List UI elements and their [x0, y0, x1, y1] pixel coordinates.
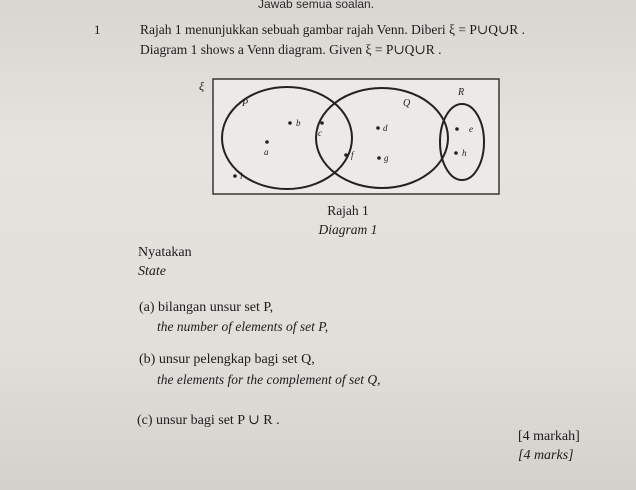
instruction-english: State — [138, 264, 166, 279]
marks-english: [4 marks] — [518, 448, 574, 463]
element-f-label: f — [351, 150, 354, 160]
question-text-malay: Rajah 1 menunjukkan sebuah gambar rajah Venn. Diberi ξ = P∪Q∪R . — [140, 22, 526, 37]
part-c-malay: (c) unsur bagi set P ∪ R . — [137, 413, 280, 428]
set-r-label: R — [458, 87, 465, 98]
set-q-label: Q — [403, 98, 411, 109]
element-c-label: c — [318, 128, 322, 138]
part-a-malay: (a) bilangan unsur set P, — [139, 300, 274, 315]
element-i-label: i — [240, 171, 243, 181]
element-d-label: d — [383, 123, 388, 133]
universal-symbol: ξ — [199, 79, 205, 93]
diagram-caption-english: Diagram 1 — [318, 222, 378, 237]
diagram-caption-malay: Rajah 1 — [327, 203, 369, 218]
universal-set-box — [213, 79, 499, 194]
part-b-english: the elements for the complement of set Q, — [157, 372, 381, 387]
element-e-label: e — [469, 124, 473, 134]
question-number: 1 — [94, 22, 101, 37]
venn-diagram — [199, 78, 500, 195]
instruction-header: Jawab semua soalan. — [258, 0, 375, 11]
part-a-english: the number of elements of set P, — [157, 319, 329, 334]
element-b-label: b — [296, 118, 301, 128]
element-g-label: g — [384, 153, 389, 163]
element-a-label: a — [264, 147, 269, 157]
instruction-malay: Nyatakan — [138, 245, 192, 260]
part-b-malay: (b) unsur pelengkap bagi set Q, — [139, 352, 315, 367]
marks-malay: [4 markah] — [518, 429, 580, 444]
element-h-label: h — [462, 148, 467, 158]
question-text-english: Diagram 1 shows a Venn diagram. Given ξ = P∪Q∪R . — [140, 42, 442, 57]
set-p-label: P — [242, 98, 249, 109]
